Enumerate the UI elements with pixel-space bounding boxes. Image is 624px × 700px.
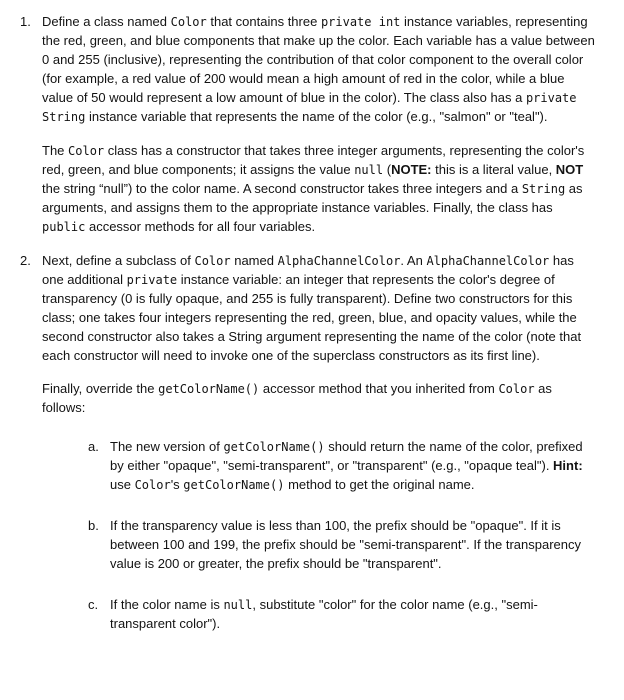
text-span: instance variable that represents the name of the color (e.g., "salmon" or "teal"). <box>85 108 548 124</box>
code-span: Color <box>68 143 105 158</box>
subitem-body <box>110 438 598 495</box>
text-span: accessor methods for all four variables. <box>85 218 316 234</box>
paragraph <box>42 252 598 366</box>
subitem-body <box>110 596 598 634</box>
text-span: 's <box>170 477 184 493</box>
item-body <box>42 252 598 635</box>
text-span: has one additional <box>42 252 574 287</box>
sub-list-item <box>88 438 598 495</box>
text-span: method to get the original name. <box>284 477 475 493</box>
code-span: private String <box>42 90 577 124</box>
text-span: accessor method that you inherited from <box>259 381 499 397</box>
subitem-letter: b. <box>88 518 99 534</box>
code-span: String <box>521 181 566 196</box>
text-span: The new version of <box>110 439 224 455</box>
code-span: getColorName() <box>183 478 285 493</box>
text-span: as follows: <box>42 381 552 416</box>
code-span: private <box>126 272 178 287</box>
code-span: AlphaChannelColor <box>277 253 401 268</box>
list-item <box>20 13 598 237</box>
text-span: class has a constructor that takes three integer arguments, representing the color's red, green, and blue components; it assigns the value <box>42 142 585 177</box>
code-span: Color <box>170 15 207 29</box>
code-span: private int <box>320 15 401 29</box>
bold-span: Hint: <box>553 458 583 474</box>
code-span: getColorName() <box>223 440 325 455</box>
bold-span: NOT <box>555 161 584 177</box>
text-span: named <box>230 252 278 268</box>
text-span: the string “null”) to the color name. A second constructor takes three integers and a <box>42 180 522 196</box>
sub-list-item <box>88 517 598 574</box>
text-span: use <box>110 477 135 493</box>
text-span: If the color name is <box>110 597 224 613</box>
text-span: should return the name of the color, prefixed by either "opaque", "semi-transparent", or "transparent" (e.g., "opaque teal"). <box>110 439 583 474</box>
sub-list <box>42 438 598 634</box>
text-span: ( <box>383 161 392 177</box>
item-number: 1. <box>20 14 31 29</box>
text-span: Finally, override the <box>42 381 159 397</box>
code-span: public <box>42 219 86 234</box>
list-item <box>20 252 598 635</box>
code-span: Color <box>498 382 535 397</box>
text-span: The <box>42 142 69 158</box>
text-span: Define a class named <box>42 14 171 29</box>
subitem-letter: a. <box>88 439 99 455</box>
text-span: that contains three <box>206 14 321 29</box>
text-span: Next, define a subclass of <box>42 252 195 268</box>
code-span: Color <box>134 478 171 493</box>
subitem-letter: c. <box>88 597 99 613</box>
bold-span: NOTE: <box>391 161 432 177</box>
code-span: AlphaChannelColor <box>426 253 550 268</box>
code-span: null <box>223 598 253 613</box>
text-span: . An <box>400 252 427 268</box>
paragraph <box>42 142 598 237</box>
code-span: Color <box>194 253 231 268</box>
paragraph <box>42 380 598 418</box>
text-span: instance variables, representing the red, green, and blue components that make up the color. Each variable has a value between 0 and 255 (inclusive), representing the contribution of that color component to the overall color (for example, a red value of 200 would mean a high amount of red in the color, while a blue value of 50 would represent a low amount of blue in the color). The class also has a <box>42 14 595 105</box>
text-span: , substitute "color" for the color name (e.g., "semi-transparent color"). <box>110 597 538 632</box>
paragraph <box>42 13 598 127</box>
subitem-body <box>110 517 598 574</box>
code-span: getColorName() <box>158 382 260 397</box>
item-body <box>42 13 598 237</box>
text-span: as arguments, and assigns them to the appropriate instance variables. Finally, the class has <box>42 180 583 215</box>
item-number: 2. <box>20 252 31 268</box>
text-span: this is a literal value, <box>431 161 556 177</box>
sub-list-item <box>88 596 598 634</box>
text-span: If the transparency value is less than 100, the prefix should be "opaque". If it is between 100 and 199, the prefix should be "semi-transparent". If the transparency value is 200 or greater, the prefix should be "transparent". <box>110 518 582 572</box>
code-span: null <box>354 162 384 177</box>
text-span: instance variable: an integer that represents the color's degree of transparency (0 is fully opaque, and 255 is fully transparent). Define two constructors for this class; one takes four integers representing the red, green, blue, and opacity values, while the second constructor also takes a String argument representing the name of the color (note that each constructor will need to invoke one of the superclass constructors as its first line). <box>42 271 582 363</box>
